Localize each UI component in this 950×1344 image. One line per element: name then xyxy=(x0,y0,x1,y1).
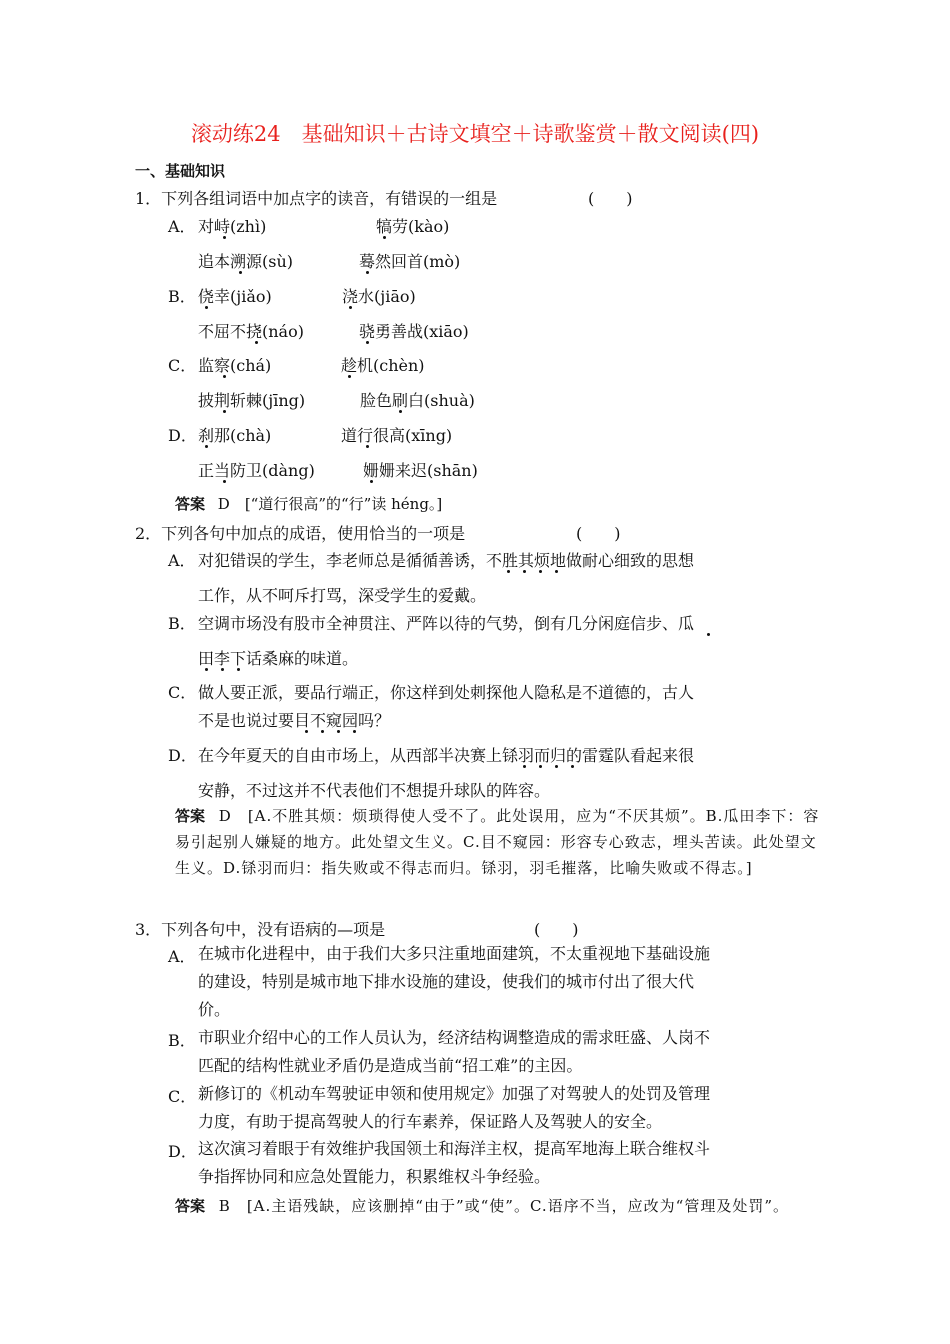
q1-option-c-word3: 披荆斩棘(jīng) xyxy=(198,391,306,410)
emphasis-dot xyxy=(370,480,373,483)
q3-option-b-text: 市职业介绍中心的工作人员认为，经济结构调整造成的需求旺盛、人岗不匹配的结构性就业矛盾仍是造成当前“招工难”的主因。 xyxy=(198,1028,711,1075)
emphasis-dot xyxy=(221,668,224,671)
q2-option-d-line2: 安静，不过这并不代表他们不想提升球队的阵容。 xyxy=(198,781,551,800)
emphasis-dot xyxy=(539,570,542,573)
q1-option-d-word1: 刹那(chà) xyxy=(198,426,272,445)
q2-option-c-letter: C． xyxy=(168,683,197,702)
q3-option-a-letter: A． xyxy=(168,947,196,966)
q3-option-d-text: 这次演习着眼于有效维护我国领土和海洋主权，提高军地海上联合维权斗争指挥协同和应急处置能力，积累维权斗争经验。 xyxy=(198,1139,711,1186)
q2-option-b-letter: B． xyxy=(168,614,196,633)
q1-option-c-word4: 脸色刷白(shuà) xyxy=(360,391,475,410)
q3-option-c-text: 新修订的《机动车驾驶证申领和使用规定》加强了对驾驶人的处罚及管理力度，有助于提高驾驶人的行车素养，保证路人及驾驶人的安全。 xyxy=(198,1084,711,1131)
q3-option-a-text: 在城市化进程中，由于我们大多只注重地面建筑，不太重视地下基础设施的建设，特别是城市地下排水设施的建设，使我们的城市付出了很大代价。 xyxy=(198,944,711,1019)
q2-option-d-line1: 在今年夏天的自由市场上，从西部半决赛上铩羽而归的雷霆队看起来很 xyxy=(198,746,695,765)
emphasis-dot xyxy=(707,633,710,636)
q2-answer-label: 答案 xyxy=(175,807,206,825)
q2-option-d-letter: D． xyxy=(168,746,197,765)
emphasis-dot xyxy=(223,375,226,378)
q2-option-a-letter: A． xyxy=(168,551,196,570)
emphasis-dot xyxy=(321,730,324,733)
q1-option-c-letter: C． xyxy=(168,356,197,375)
emphasis-dot xyxy=(507,570,510,573)
emphasis-dot xyxy=(205,306,208,309)
emphasis-dot xyxy=(337,730,340,733)
q2-option-a-line2: 工作，从不呵斥打骂，深受学生的爱戴。 xyxy=(198,586,487,605)
q1-option-b-word3: 不屈不挠(náo) xyxy=(198,322,304,341)
emphasis-dot xyxy=(205,445,208,448)
q2-answer-text: D [A.不胜其烦：烦琐得使人受不了。此处误用，应为“不厌其烦”。B.瓜田李下：容易引起别人嫌疑的地方。此处望文生义。C.目不窥园：形容专心致志，埋头苦读。此处望文生义。D.铩羽而归：指失败或不得志而归。铩羽，羽毛摧落，比喻失败或不得志。] xyxy=(175,807,820,877)
page-title: 滚动练24 基础知识＋古诗文填空＋诗歌鉴赏＋散文阅读(四) xyxy=(190,122,760,146)
section-heading: 一、基础知识 xyxy=(135,162,226,180)
q1-option-d-word3: 正当防卫(dàng) xyxy=(198,461,315,480)
emphasis-dot xyxy=(223,480,226,483)
q3-option-c-letter: C． xyxy=(168,1087,197,1106)
q3-option-d-letter: D． xyxy=(168,1142,197,1161)
emphasis-dot xyxy=(205,668,208,671)
q1-answer-blank: ( ) xyxy=(588,189,633,208)
q3-option-b-letter: B． xyxy=(168,1031,196,1050)
emphasis-dot xyxy=(366,271,369,274)
q1-option-b-word1: 侥幸(jiǎo) xyxy=(198,287,272,306)
emphasis-dot xyxy=(555,570,558,573)
q2-option-c-line2: 不是也说过要目不窥园吗？ xyxy=(198,711,391,730)
q2-stem: 2．下列各句中加点的成语，使用恰当的一项是 xyxy=(135,524,466,543)
q1-option-b-letter: B． xyxy=(168,287,196,306)
q1-option-a-word3: 追本溯源(sù) xyxy=(198,252,294,271)
emphasis-dot xyxy=(523,765,526,768)
q2-option-a-line1: 对犯错误的学生，李老师总是循循善诱，不胜其烦地做耐心细致的思想 xyxy=(198,551,695,570)
q3-stem: 3．下列各句中，没有语病的—项是 xyxy=(135,920,386,939)
emphasis-dot xyxy=(571,765,574,768)
q1-answer-text: D [“道行很高”的“行”读 héng。] xyxy=(217,495,443,513)
q1-option-d-word2: 道行很高(xīng) xyxy=(341,426,453,445)
q1-option-b-word4: 骁勇善战(xiāo) xyxy=(359,322,469,341)
emphasis-dot xyxy=(237,668,240,671)
emphasis-dot xyxy=(523,570,526,573)
emphasis-dot xyxy=(353,730,356,733)
emphasis-dot xyxy=(305,730,308,733)
emphasis-dot xyxy=(223,236,226,239)
emphasis-dot xyxy=(239,271,242,274)
q2-option-b-line2: 田李下话桑麻的味道。 xyxy=(198,649,359,668)
q2-option-b-line1: 空调市场没有股市全神贯注、严阵以待的气势，倒有几分闲庭信步、瓜 xyxy=(198,614,695,633)
q2-answer-blank: ( ) xyxy=(576,524,621,543)
emphasis-dot xyxy=(539,765,542,768)
emphasis-dot xyxy=(223,410,226,413)
q1-option-a-word1: 对峙(zhì) xyxy=(198,217,267,236)
q1-option-a-word4: 蓦然回首(mò) xyxy=(359,252,461,271)
emphasis-dot xyxy=(366,445,369,448)
q1-option-a-letter: A． xyxy=(168,217,196,236)
q1-option-c-word2: 趁机(chèn) xyxy=(341,356,425,375)
emphasis-dot xyxy=(255,341,258,344)
emphasis-dot xyxy=(555,765,558,768)
q1-stem: 1．下列各组词语中加点字的读音，有错误的一组是 xyxy=(135,189,498,208)
q3-answer-blank: ( ) xyxy=(534,920,579,939)
q1-option-d-letter: D． xyxy=(168,426,197,445)
emphasis-dot xyxy=(348,375,351,378)
q1-option-c-word1: 监察(chá) xyxy=(198,356,272,375)
emphasis-dot xyxy=(349,306,352,309)
q1-option-d-word4: 姗姗来迟(shān) xyxy=(363,461,478,480)
q1-option-b-word2: 浇水(jiāo) xyxy=(342,287,416,306)
emphasis-dot xyxy=(383,236,386,239)
q1-option-a-word2: 犒劳(kào) xyxy=(376,217,450,236)
emphasis-dot xyxy=(366,341,369,344)
q2-option-c-line1: 做人要正派，要品行端正，你这样到处刺探他人隐私是不道德的，古人 xyxy=(198,683,695,702)
q1-answer-label: 答案 xyxy=(175,495,206,513)
q3-answer-label: 答案 xyxy=(175,1197,206,1215)
q3-answer-text: B [A.主语残缺，应该删掉“由于”或“使”。C.语序不当，应改为“管理及处罚”。 xyxy=(218,1197,789,1215)
emphasis-dot xyxy=(399,410,402,413)
